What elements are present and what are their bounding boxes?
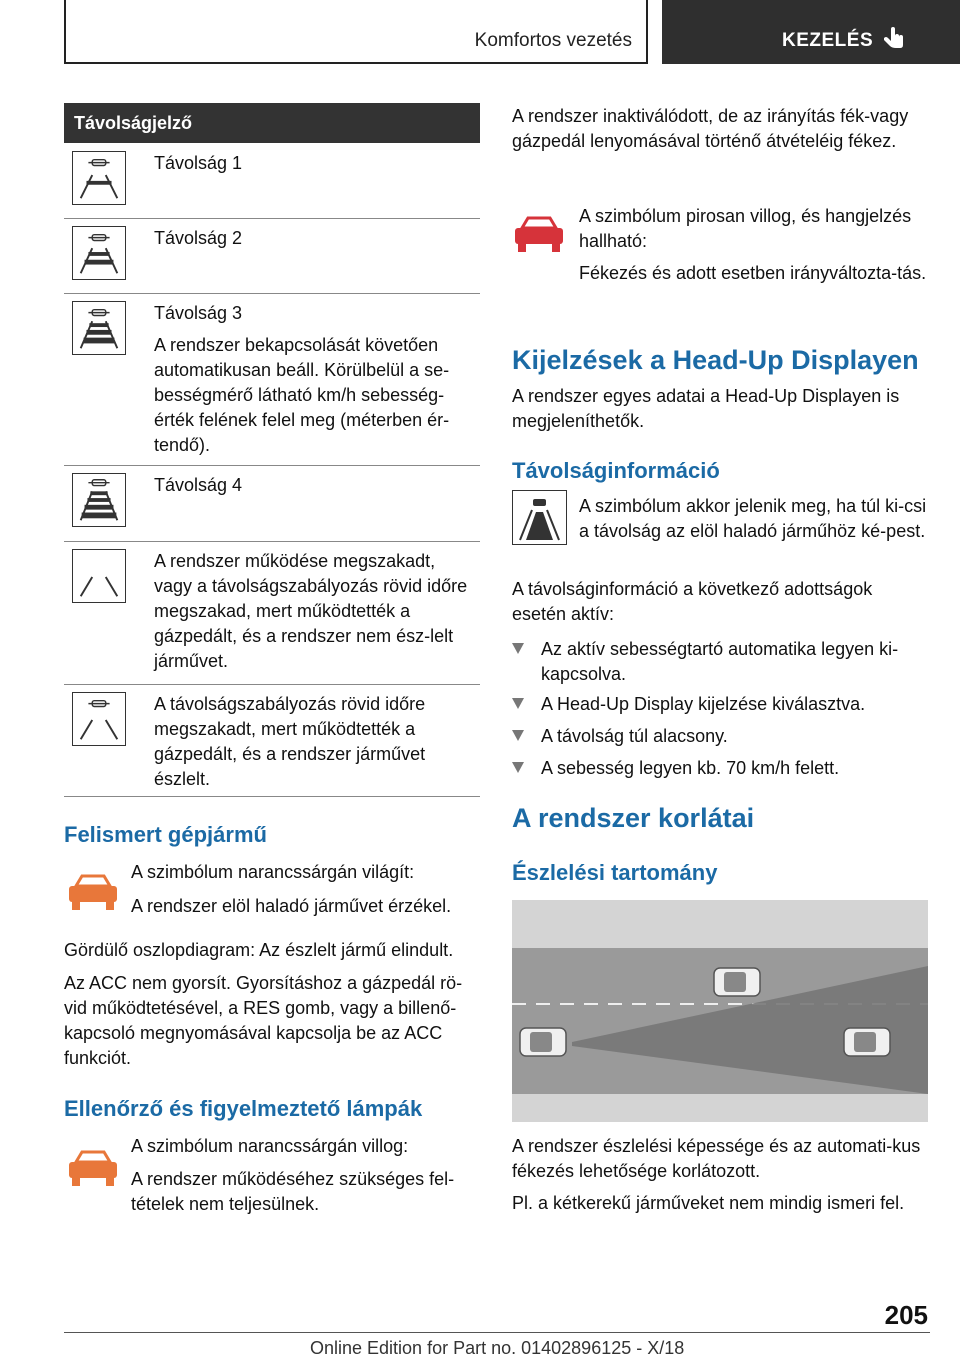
car-orange-blinking-icon bbox=[66, 1148, 120, 1190]
recognized-icon-text-1: A szimbólum narancssárgán világít: bbox=[131, 862, 415, 882]
hud-para: A rendszer egyes adatai a Head-Up Displayen is megjeleníthetők. bbox=[512, 386, 900, 431]
row-text: Távolság 3 bbox=[154, 303, 243, 323]
row-text: A rendszer működése megszakadt, vagy a távolságszabályozás rövid időre megszakad, mert működtették a gázpedált, és a rendszer nem ész-lelt járművet. bbox=[154, 551, 468, 671]
limits-para-2: Pl. a kétkerekű járműveket nem mindig ismeri fel. bbox=[512, 1193, 905, 1213]
lane-lines-icon bbox=[72, 549, 126, 603]
triangle-bullet-icon bbox=[512, 730, 524, 741]
row-description: A rendszer bekapcsolását követően automatikusan beáll. Körülbelül a se-bességmérő látható km/h sebesség-érték felének felel meg (méterben ér-tendő). bbox=[154, 335, 450, 455]
car-orange-icon bbox=[66, 872, 120, 914]
red-icon-text-2: Fékezés és adott esetben irányváltozta-tás. bbox=[579, 263, 927, 283]
row-text: Távolság 2 bbox=[154, 228, 243, 248]
footer-edition: Online Edition for Part no. 01402896125 - X/18 bbox=[310, 1338, 685, 1358]
table-row bbox=[64, 465, 480, 542]
triangle-bullet-icon bbox=[512, 643, 524, 654]
limits-heading: A rendszer korlátai bbox=[512, 803, 755, 833]
table-row bbox=[64, 541, 480, 685]
footer-divider bbox=[64, 1332, 930, 1333]
car-red-icon bbox=[512, 214, 566, 256]
page-number: 205 bbox=[884, 1300, 928, 1330]
list-item-text: Az aktív sebességtartó automatika legyen ki-kapcsolva. bbox=[541, 639, 899, 684]
car-top-view-icon bbox=[520, 1028, 566, 1056]
row-text: A távolságszabályozás rövid időre megszakadt, mert működtették a gázpedált, és a rendszer járművet észlelt. bbox=[154, 694, 426, 789]
table-row bbox=[64, 218, 480, 294]
hand-pointer-icon bbox=[880, 26, 906, 52]
header-chapter-box bbox=[662, 0, 960, 64]
hud-list-intro: A távolságinformáció a következő adottságok esetén aktív: bbox=[512, 579, 873, 624]
table-row bbox=[64, 293, 480, 466]
list-item-text: A Head-Up Display kijelzése kiválasztva. bbox=[541, 694, 866, 714]
row-text: Távolság 1 bbox=[154, 153, 243, 173]
header-chapter-title: KEZELÉS bbox=[782, 30, 874, 51]
triangle-bullet-icon bbox=[512, 698, 524, 709]
recognized-heading: Felismert gépjármű bbox=[64, 822, 267, 847]
distance-4-icon bbox=[72, 473, 126, 527]
lane-lines-car-icon bbox=[72, 692, 126, 746]
limits-para-1: A rendszer észlelési képessége és az automati-kus fékezés lehetősége korlátozott. bbox=[512, 1136, 921, 1181]
table-row bbox=[64, 684, 480, 797]
list-item bbox=[512, 724, 927, 749]
list-item bbox=[512, 637, 927, 687]
red-icon-text: A szimbólum pirosan villog, és hangjelzés hallható: bbox=[579, 206, 912, 251]
table-row bbox=[64, 143, 480, 219]
list-item-text: A távolság túl alacsony. bbox=[541, 726, 728, 746]
distance-3-icon bbox=[72, 301, 126, 355]
limits-subheading: Észlelési tartomány bbox=[512, 860, 718, 885]
distance-2-icon bbox=[72, 226, 126, 280]
hud-icon-text: A szimbólum akkor jelenik meg, ha túl ki-csi a távolság az elöl haladó járműhöz ké-pest. bbox=[579, 496, 927, 541]
row-text: Távolság 4 bbox=[154, 475, 243, 495]
recognized-para-2: Az ACC nem gyorsít. Gyorsításhoz a gázpedál rö-vid működtetésével, a RES gomb, vagy a billenő-kapcsoló megnyomásával kapcsolja be az ACC funkciót. bbox=[64, 973, 463, 1068]
triangle-bullet-icon bbox=[512, 762, 524, 773]
header-section-box bbox=[64, 0, 648, 64]
right-intro-para: A rendszer inaktiválódott, de az irányítás fék-vagy gázpedál lenyomásával történő átvételéig fékez. bbox=[512, 106, 909, 151]
list-item bbox=[512, 692, 927, 717]
distance-table-header: Távolságjelző bbox=[64, 103, 480, 143]
recognized-icon-text-2: A rendszer elöl haladó járművet érzékel. bbox=[131, 896, 452, 916]
recognized-para-1: Gördülő oszlopdiagram: Az észlelt jármű elindult. bbox=[64, 940, 454, 960]
warning-icon-text-2: A rendszer működéséhez szükséges fel-tételek nem teljesülnek. bbox=[131, 1169, 455, 1214]
car-top-view-icon bbox=[714, 968, 760, 996]
list-item-text: A sebesség legyen kb. 70 km/h felett. bbox=[541, 758, 840, 778]
detection-range-illustration bbox=[512, 900, 928, 1122]
header-section-title: Komfortos vezetés bbox=[474, 30, 632, 51]
car-top-view-icon bbox=[844, 1028, 890, 1056]
distance-info-icon bbox=[512, 490, 567, 545]
hud-heading: Kijelzések a Head-Up Displayen bbox=[512, 345, 919, 375]
distance-1-icon bbox=[72, 151, 126, 205]
warning-icon-text-1: A szimbólum narancssárgán villog: bbox=[131, 1136, 409, 1156]
warning-lamps-heading: Ellenőrző és figyelmeztető lámpák bbox=[64, 1096, 423, 1121]
hud-subheading: Távolságinformáció bbox=[512, 458, 720, 483]
list-item bbox=[512, 756, 927, 781]
